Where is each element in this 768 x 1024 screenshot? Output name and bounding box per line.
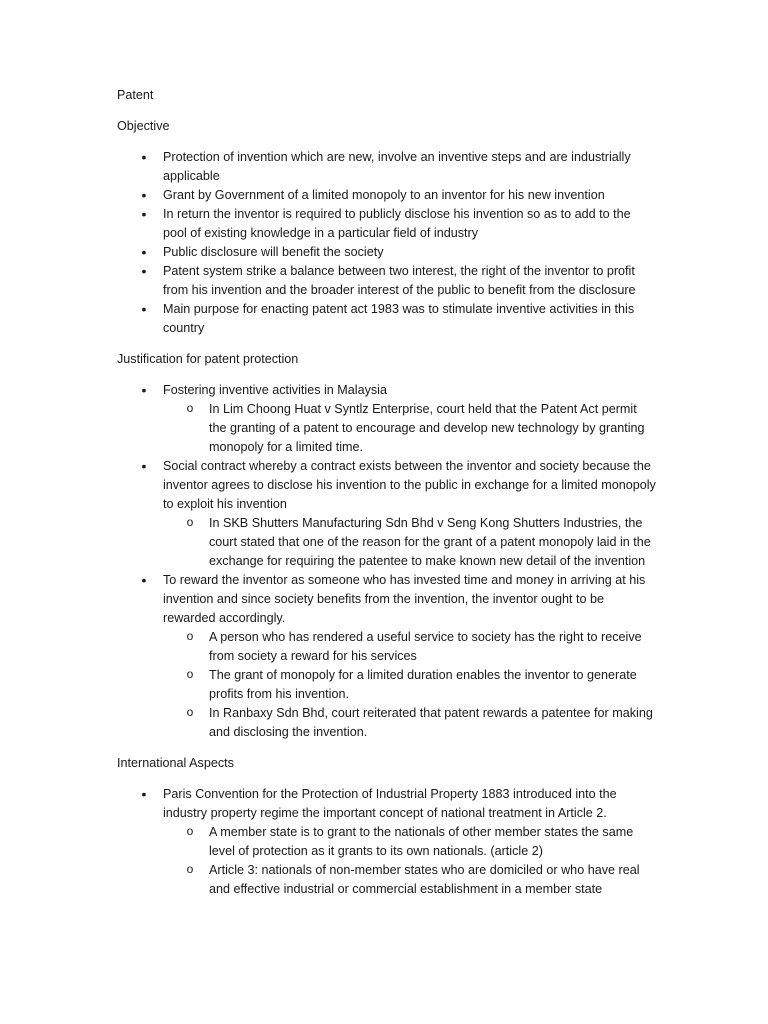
sub-bullet-icon: o [186,629,194,643]
list-item: • Grant by Government of a limited monopoly to an inventor for his new invention [117,186,657,205]
sub-list-item: o Article 3: nationals of non-member states who are domiciled or who have real and effective industrial or commercial establishment in a member state [186,862,640,896]
bullet-icon: • [141,263,147,279]
sub-list [163,400,657,457]
bullet-icon: • [141,187,147,203]
section-heading-justification: Justification for patent protection [117,352,299,366]
section-heading-objective: Objective [117,119,170,133]
sub-list-item: o A member state is to grant to the nationals of other member states the same level of protection as it grants to its own nationals. (article 2) [186,824,634,858]
document-title: Patent [117,88,154,102]
sub-list [163,628,657,742]
list-item: • Public disclosure will benefit the society [117,243,657,262]
sub-bullet-icon: o [186,824,194,838]
bullet-icon: • [141,786,147,802]
list-item: • Social contract whereby a contract exists between the inventor and society because the inventor agrees to disclose his invention to the public in exchange for a limited monopoly to exploit his invention o In SKB Shutters Manufacturing Sdn Bhd v Seng Kong Shutters Industries, the court stated that one of the reason for the grant of a patent monopoly laid in the exchange for requiring the patentee to make known new detail of the invention [117,457,657,571]
list-item: • In return the inventor is required to publicly disclose his invention so as to add to the pool of existing knowledge in a particular field of industry [117,205,657,243]
bullet-icon: • [141,382,147,398]
bullet-icon: • [141,149,147,165]
sub-bullet-icon: o [186,862,194,876]
sub-list-item: o A person who has rendered a useful service to society has the right to receive from society a reward for his services [186,629,642,663]
justification-list [117,381,657,742]
sub-list [163,514,657,571]
objective-list [117,148,657,338]
section-heading-international: International Aspects [117,756,234,770]
sub-bullet-icon: o [186,515,194,529]
sub-bullet-icon: o [186,705,194,719]
bullet-icon: • [141,244,147,260]
sub-list-item: o In Lim Choong Huat v Syntlz Enterprise, court held that the Patent Act permit the granting of a patent to encourage and develop new technology by granting monopoly for a limited time. [186,401,645,454]
bullet-icon: • [141,572,147,588]
bullet-icon: • [141,458,147,474]
bullet-icon: • [141,206,147,222]
document-body [117,86,657,899]
sub-list-item: o In Ranbaxy Sdn Bhd, court reiterated that patent rewards a patentee for making and disclosing the invention. [186,705,653,739]
list-item: • Patent system strike a balance between two interest, the right of the inventor to profit from his invention and the broader interest of the public to benefit from the disclosure [117,262,657,300]
sub-bullet-icon: o [186,401,194,415]
list-item: • Protection of invention which are new, involve an inventive steps and are industrially applicable [117,148,657,186]
international-list [117,785,657,899]
list-item: • To reward the inventor as someone who has invested time and money in arriving at his invention and since society benefits from the invention, the inventor ought to be rewarded accordingly. o A person who has rendered a useful service to society has the right to receive from society a reward for his services o The grant of monopoly for a limited duration enables the inventor to generate profits from his invention. o In Ranbaxy Sdn Bhd, court reiterated that patent rewards a patentee for making and disclosing the invention. [117,571,657,742]
bullet-icon: • [141,301,147,317]
list-item: • Main purpose for enacting patent act 1983 was to stimulate inventive activities in this country [117,300,657,338]
list-item: • Fostering inventive activities in Malaysia o In Lim Choong Huat v Syntlz Enterprise, court held that the Patent Act permit the granting of a patent to encourage and develop new technology by granting monopoly for a limited time. [117,381,657,457]
sub-list-item: o In SKB Shutters Manufacturing Sdn Bhd v Seng Kong Shutters Industries, the court stated that one of the reason for the grant of a patent monopoly laid in the exchange for requiring the patentee to make known new detail of the invention [186,515,651,568]
sub-list [163,823,657,899]
list-item: • Paris Convention for the Protection of Industrial Property 1883 introduced into the industry property regime the important concept of national treatment in Article 2. o A member state is to grant to the nationals of other member states the same level of protection as it grants to its own nationals. (article 2) o Article 3: nationals of non-member states who are domiciled or who have real and effective industrial or commercial establishment in a member state [117,785,657,899]
sub-list-item: o The grant of monopoly for a limited duration enables the inventor to generate profits from his invention. [186,667,637,701]
sub-bullet-icon: o [186,667,194,681]
